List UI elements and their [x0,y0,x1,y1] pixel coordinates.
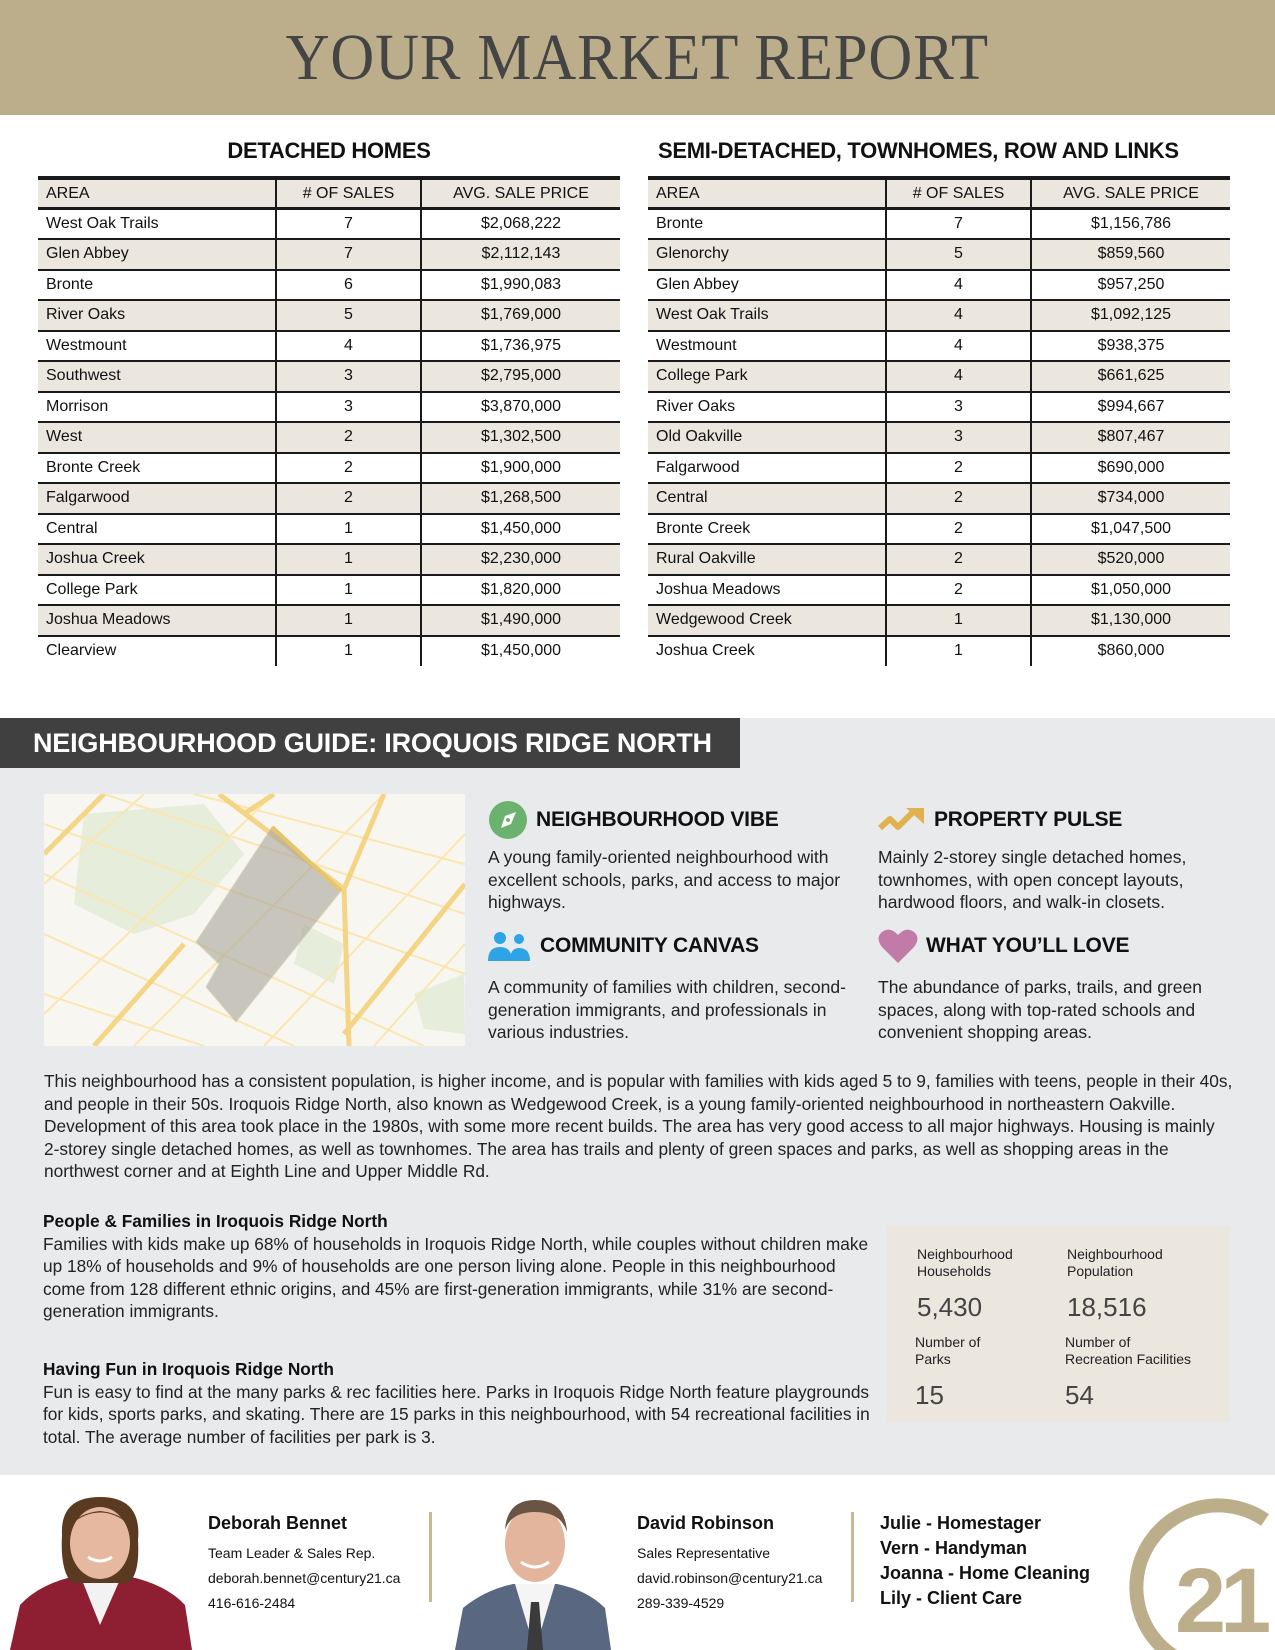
agent-card-david [637,1513,822,1616]
stat-households [917,1246,1013,1323]
cell-avg-price: $520,000 [1031,544,1230,575]
table-row [38,239,620,270]
stat-label: Parks [915,1351,951,1367]
neighbourhood-stats-box [887,1226,1230,1422]
report-banner [0,0,1275,115]
cell-avg-price: $1,990,083 [421,270,620,301]
cell-sales-count: 1 [276,514,421,545]
table-row [648,605,1230,636]
table-row [38,453,620,484]
cell-area: Bronte Creek [648,514,886,545]
feature-text: The abundance of parks, trails, and green spaces, along with top-rated schools and convenient shopping areas. [878,977,1202,1042]
heart-icon [878,926,918,966]
neighbourhood-overview-text: This neighbourhood has a consistent population, is higher income, and is popular with families with kids aged 5 to 9, families with teens, people in their 40s, and people in their 50s. Iroquois Ridge North, also known as Wedgewood Creek, is a young family-oriented neighbourhood in northeastern Oakville. Development of this area took place in the 1980s, with some more recent builds. The area has very good access to all major highways. Housing is mainly 2-storey single detached homes, as well as townhomes. The area has trails and plenty of green spaces and parks, as well as shopping areas in the northwest corner and at Eighth Line and Upper Middle Rd. [44,1071,1233,1181]
cell-sales-count: 4 [886,331,1031,362]
cell-area: Central [38,514,276,545]
cell-area: Falgarwood [648,453,886,484]
stat-value: 5,430 [917,1292,983,1322]
cell-area: West Oak Trails [648,300,886,331]
service-item: Lily - Client Care [880,1588,1023,1608]
cell-sales-count: 3 [276,361,421,392]
cell-avg-price: $1,450,000 [480,642,562,660]
agent-email[interactable]: david.robinson@century21.ca [637,1570,823,1586]
cell-avg-price: $1,769,000 [421,300,620,331]
cell-sales-count: 1 [886,636,1031,667]
neighbourhood-map [44,794,465,1046]
cell-sales-count: 6 [276,270,421,301]
cell-avg-price: $1,302,500 [421,422,620,453]
divider [429,1512,432,1602]
feature-community-canvas [488,926,848,1044]
cell-sales-count: 2 [886,544,1031,575]
cell-area: Central [648,483,886,514]
detached-homes-table [38,176,620,666]
cell-sales-count: 2 [886,514,1031,545]
cell-avg-price: $1,092,125 [1031,300,1230,331]
map-illustration-icon [44,794,465,1046]
feature-text: Mainly 2-storey single detached homes, townhomes, with open concept layouts, hardwood floors, and walk-in closets. [878,847,1187,912]
people-icon [488,926,532,966]
cell-area: West [38,422,276,453]
table-row [648,300,1230,331]
cell-avg-price: $1,900,000 [421,453,620,484]
cell-avg-price: $1,450,000 [421,514,620,545]
stat-recreation-facilities [1065,1334,1191,1411]
cell-area: Joshua Meadows [38,605,276,636]
feature-title: WHAT YOU’LL LOVE [926,934,1130,957]
having-fun-title: Having Fun in Iroquois Ridge North [43,1359,334,1379]
agent-card-deborah [208,1513,400,1616]
table-row [38,605,620,636]
table-row [648,483,1230,514]
cell-area: Glenorchy [648,239,886,270]
cell-area: Wedgewood Creek [648,605,886,636]
agent-phone[interactable]: 416-616-2484 [208,1595,296,1611]
table-row [648,514,1230,545]
stat-label: Number of [1065,1334,1131,1350]
cell-avg-price: $3,870,000 [421,392,620,423]
cell-area: Rural Oakville [648,544,886,575]
svg-text:21: 21 [1175,1550,1266,1650]
cell-area: Joshua Creek [38,544,276,575]
table-header-row [38,178,620,209]
cell-sales-count: 7 [276,239,421,270]
stat-label: Neighbourhood [1067,1246,1163,1262]
report-title: YOUR MARKET REPORT [285,20,990,94]
cell-sales-count: 2 [886,453,1031,484]
feature-text: A community of families with children, second-generation immigrants, and professionals in various industries. [488,977,846,1042]
cell-area: Falgarwood [38,483,276,514]
column-header-sales: # OF SALES [886,178,1031,209]
agent-photo-david [455,1490,615,1650]
cell-sales-count: 1 [276,636,421,667]
cell-area: Bronte Creek [38,453,276,484]
divider [851,1512,854,1602]
cell-sales-count: 4 [886,361,1031,392]
table-row [38,575,620,606]
cell-area: Joshua Meadows [648,575,886,606]
semi-detached-table-section [648,136,1230,666]
cell-sales-count: 1 [276,605,421,636]
cell-avg-price: $1,047,500 [1031,514,1230,545]
feature-text: A young family-oriented neighbourhood with excellent schools, parks, and access to major highways. [488,847,841,912]
column-header-area: AREA [648,178,886,209]
cell-area: Bronte [648,209,886,240]
cell-avg-price: $1,820,000 [421,575,620,606]
feature-neighbourhood-vibe [488,800,848,914]
table-row [648,209,1230,240]
cell-avg-price: $2,112,143 [421,239,620,270]
table-row [648,453,1230,484]
having-fun-section [43,1358,873,1448]
cell-avg-price: $859,560 [1031,239,1230,270]
cell-sales-count: 1 [276,575,421,606]
table-row [38,636,620,667]
agent-title: Sales Representative [637,1545,771,1561]
stat-parks [915,1334,980,1411]
stat-label: Number of [915,1334,981,1350]
column-header-price: AVG. SALE PRICE [421,178,620,209]
table-row [648,636,1230,667]
cell-sales-count: 3 [886,392,1031,423]
cell-avg-price: $807,467 [1031,422,1230,453]
cell-avg-price: $994,667 [1031,392,1230,423]
services-list [880,1511,1090,1611]
cell-avg-price: $690,000 [1031,453,1230,484]
stat-value: 54 [1065,1380,1094,1410]
cell-area: Westmount [648,331,886,362]
trend-up-arrow-icon [878,800,926,840]
cell-area: River Oaks [38,300,276,331]
agent-email[interactable]: deborah.bennet@century21.ca [208,1570,401,1586]
cell-area: College Park [38,575,276,606]
cell-area: Morrison [38,392,276,423]
table-row [648,575,1230,606]
column-header-price: AVG. SALE PRICE [1031,178,1230,209]
neighbourhood-guide-section [0,718,1275,1475]
cell-avg-price: $1,736,975 [421,331,620,362]
cell-sales-count: 1 [886,605,1031,636]
cell-sales-count: 4 [276,331,421,362]
agent-name: Deborah Bennet [208,1513,348,1533]
cell-sales-count: 7 [886,209,1031,240]
feature-property-pulse [878,800,1238,914]
cell-avg-price: $2,068,222 [421,209,620,240]
cell-avg-price: $938,375 [1031,331,1230,362]
cell-avg-price: $2,795,000 [421,361,620,392]
cell-sales-count: 2 [276,453,421,484]
people-families-section [43,1210,873,1323]
feature-title: PROPERTY PULSE [934,808,1123,831]
stat-value: 15 [915,1380,944,1410]
cell-area: West Oak Trails [38,209,276,240]
cell-avg-price: $957,250 [1031,270,1230,301]
agent-phone[interactable]: 289-339-4529 [637,1595,725,1611]
table-row [648,361,1230,392]
table-row [38,300,620,331]
stat-label: Recreation Facilities [1065,1351,1192,1367]
table-row [38,544,620,575]
table-row [648,422,1230,453]
feature-title: NEIGHBOURHOOD VIBE [536,808,779,831]
table-header-row [648,178,1230,209]
neighbourhood-guide-title: NEIGHBOURHOOD GUIDE: IROQUOIS RIDGE NORTH [0,718,740,768]
cell-avg-price: $734,000 [1031,483,1230,514]
table-row [648,331,1230,362]
stat-value: 18,516 [1067,1292,1147,1322]
cell-sales-count: 2 [276,483,421,514]
cell-sales-count: 2 [276,422,421,453]
cell-sales-count: 4 [886,300,1031,331]
table-row [648,544,1230,575]
feature-what-youll-love [878,926,1238,1044]
people-families-text: Families with kids make up 68% of households in Iroquois Ridge North, while couples without children make up 18% of households and 9% of households are one person living alone. People in this neighbourhood come from 128 different ethnic origins, and 45% are first-generation immigrants, while 31% are second-generation immigrants. [43,1233,869,1321]
table-row [38,209,620,240]
stat-label: Neighbourhood [917,1246,1013,1262]
cell-area: Southwest [38,361,276,392]
agent-photo-deborah [10,1495,192,1650]
service-item: Julie - Homestager [880,1513,1042,1533]
cell-avg-price: $661,625 [1031,361,1230,392]
semi-detached-table [648,176,1230,666]
cell-area: College Park [648,361,886,392]
cell-sales-count: 3 [276,392,421,423]
table-row [38,422,620,453]
table-row [38,483,620,514]
agent-footer [0,1475,1275,1650]
semi-detached-title: SEMI-DETACHED, TOWNHOMES, ROW AND LINKS [658,138,1179,163]
table-row [38,331,620,362]
agent-name: David Robinson [637,1513,775,1533]
table-row [648,270,1230,301]
column-header-sales: # OF SALES [276,178,421,209]
cell-avg-price: $860,000 [1097,642,1165,660]
people-families-title: People & Families in Iroquois Ridge North [43,1211,388,1231]
cell-sales-count: 7 [276,209,421,240]
table-row [38,392,620,423]
cell-sales-count: 5 [886,239,1031,270]
century21-logo-icon [1125,1490,1275,1650]
detached-homes-table-section [38,136,620,666]
cell-avg-price: $1,130,000 [1031,605,1230,636]
cell-sales-count: 1 [276,544,421,575]
cell-area: River Oaks [648,392,886,423]
cell-sales-count: 3 [886,422,1031,453]
cell-sales-count: 2 [886,575,1031,606]
cell-sales-count: 2 [886,483,1031,514]
table-row [38,361,620,392]
having-fun-text: Fun is easy to find at the many parks & rec facilities here. Parks in Iroquois Ridge North feature playgrounds for kids, sports parks, and skating. There are 15 parks in this neighbourhood, with 54 recreational facilities in total. The average number of facilities per park is 3. [43,1381,870,1447]
cell-avg-price: $2,230,000 [421,544,620,575]
cell-area: Old Oakville [648,422,886,453]
cell-avg-price: $1,490,000 [421,605,620,636]
detached-homes-title: DETACHED HOMES [227,138,431,163]
cell-area: Joshua Creek [648,636,886,667]
cell-area: Clearview [38,636,276,667]
stat-label: Households [917,1263,991,1279]
cell-avg-price: $1,156,786 [1031,209,1230,240]
cell-area: Westmount [38,331,276,362]
cell-sales-count: 5 [276,300,421,331]
table-row [38,270,620,301]
cell-area: Bronte [38,270,276,301]
compass-icon [488,800,528,840]
cell-area: Glen Abbey [648,270,886,301]
cell-avg-price: $1,268,500 [421,483,620,514]
service-item: Joanna - Home Cleaning [880,1563,1091,1583]
column-header-area: AREA [38,178,276,209]
table-row [648,239,1230,270]
service-item: Vern - Handyman [880,1538,1028,1558]
stat-label: Population [1067,1263,1134,1279]
feature-title: COMMUNITY CANVAS [540,934,759,957]
cell-avg-price: $1,050,000 [1031,575,1230,606]
cell-area: Glen Abbey [38,239,276,270]
table-row [38,514,620,545]
agent-title: Team Leader & Sales Rep. [208,1545,376,1561]
cell-sales-count: 4 [886,270,1031,301]
stat-population [1067,1246,1163,1323]
table-row [648,392,1230,423]
